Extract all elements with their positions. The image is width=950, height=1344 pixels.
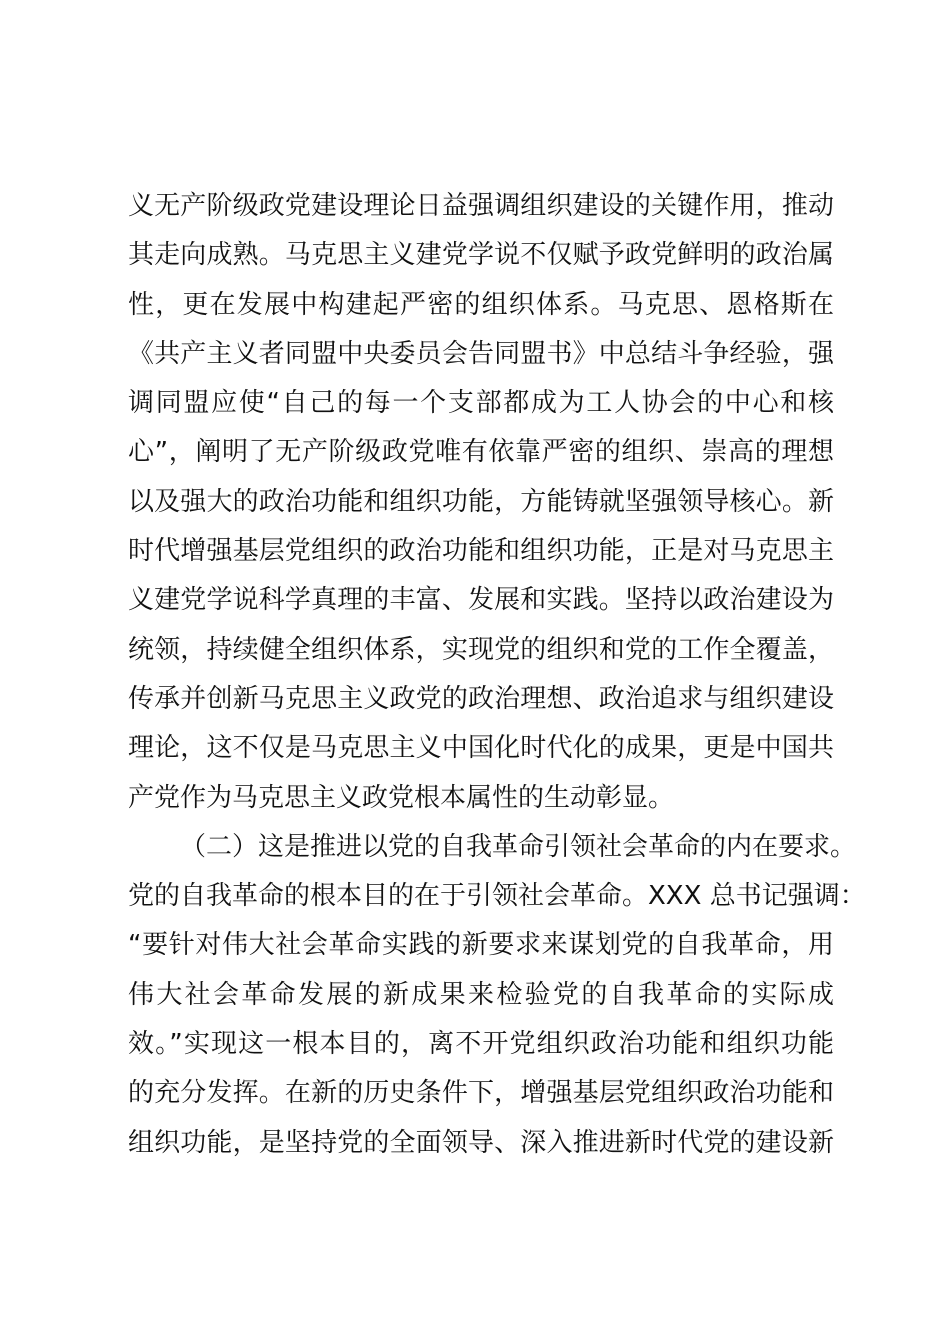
text-line: 时代增强基层党组织的政治功能和组织功能，正是对马克思主 <box>128 536 834 567</box>
text-line: 组织功能，是坚持党的全面领导、深入推进新时代党的建设新 <box>128 1127 834 1158</box>
text-line: 义无产阶级政党建设理论日益强调组织建设的关键作用，推动 <box>128 191 834 221</box>
text-line: 传承并创新马克思主义政党的政治理想、政治追求与组织建设 <box>128 683 834 714</box>
text-line: 党的自我革命的根本目的在于引领社会革命。XXX 总书记强调： <box>128 881 866 912</box>
text-line: 以及强大的政治功能和组织功能，方能铸就坚强领导核心。新 <box>128 486 834 517</box>
text-line: 效。”实现这一根本目的，离不开党组织政治功能和组织功能 <box>128 1029 834 1060</box>
text-line: 义建党学说科学真理的丰富、发展和实践。坚持以政治建设为 <box>128 585 834 616</box>
text-line: 调同盟应使“自己的每一个支部都成为工人协会的中心和核 <box>128 388 834 419</box>
body-text <box>128 182 866 1168</box>
text-line: 伟大社会革命发展的新成果来检验党的自我革命的实际成 <box>128 979 834 1010</box>
text-line: 性，更在发展中构建起严密的组织体系。马克思、恩格斯在 <box>128 289 834 320</box>
text-line: 统领，持续健全组织体系，实现党的组织和党的工作全覆盖， <box>128 634 834 665</box>
section-heading-line: （二）这是推进以党的自我革命引领社会革命的内在要求。 <box>180 831 857 862</box>
text-line: 《共产主义者同盟中央委员会告同盟书》中总结斗争经验，强 <box>128 338 834 369</box>
text-line: 其走向成熟。马克思主义建党学说不仅赋予政党鲜明的政治属 <box>128 240 834 271</box>
text-line: 的充分发挥。在新的历史条件下，增强基层党组织政治功能和 <box>128 1078 834 1109</box>
text-line: 心”，阐明了无产阶级政党唯有依靠严密的组织、崇高的理想 <box>128 437 834 468</box>
text-line: 产党作为马克思主义政党根本属性的生动彰显。 <box>128 782 675 813</box>
text-line: 理论，这不仅是马克思主义中国化时代化的成果，更是中国共 <box>128 733 834 764</box>
text-line: “要针对伟大社会革命实践的新要求来谋划党的自我革命，用 <box>128 930 834 961</box>
